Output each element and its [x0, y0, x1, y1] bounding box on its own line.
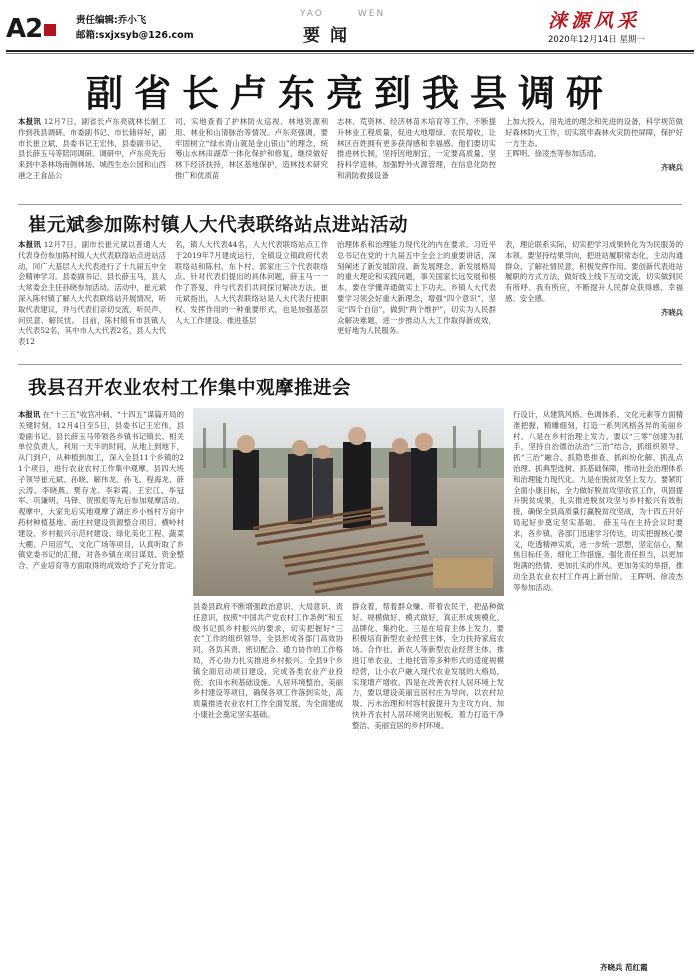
- article2-col1: 本报讯 12月7日，副市长崔元斌以普通人大代表身份参加陈村镇人大代表联络站点进站活动，同广大基层人大代表进行了十九届五中全会精神学习。县委副书记、县长薛玉马，县人大常委会主任孙晓参加活动。活动中，崔元斌深入陈村镇了解人大代表联络站开展情况，听取代表建议，并与代表们亲切交流，听民声、问民意、解民忧。 目前，陈村镇有市县镇人大代表52名，其中市人大代表2名，县人大代表12: [18, 240, 166, 347]
- article1-signature: 齐晓兵: [660, 163, 683, 173]
- page-number-marker: [44, 24, 56, 36]
- article1-col3: 志林、荒资林、经济林苗木培育等工作，不断提升林业工程质量，促进大地增绿、农民增收，让林区百姓拥有更多获得感和幸福感。他们要切实推进林长制，坚持因地制宜，一定要高质量、坚持科学造林，加强野外火源管理，在信息化防控和消防救援设备: [337, 117, 496, 180]
- article2-col4: 表，理论联系实际，切实把学习成果转化为为民服务的本领。要坚持结果导向，把进站履职常态化，主动沟通群众、了解社情民意，积极发挥作用。要创新代表进站履职的方式方法，做好线上线下互动交流，切实做到民有所呼、我有所应，不断提升人民群众获得感、幸福感、安全感。 齐晓兵: [505, 240, 683, 317]
- article-divider-1: [18, 204, 682, 205]
- article1-headline: 副省长卢东亮到我县调研: [86, 72, 614, 115]
- article1-col1: 本报讯 12月7日，副省长卢东亮就林长制工作到我县调研。市委副书记、市长储祥好，副市长崔立斌，县委书记王宏伟，县委副书记、县长薛玉马等陪同调研。调研中，卢东亮先后来到中条林场南侧林场、城西生态公园和山西港之王食品公: [18, 117, 166, 180]
- header-rule-thin: [6, 53, 694, 54]
- editor-line: 责任编辑:乔小飞: [76, 15, 147, 26]
- issue-date: 2020年12月14日 星期一: [548, 35, 645, 45]
- page-number: A2: [6, 14, 56, 44]
- article2-signature: 齐晓兵: [660, 307, 683, 317]
- header-rule: [6, 50, 694, 52]
- news-photo: [193, 408, 504, 596]
- editor-info: [76, 13, 194, 43]
- photo-icon: [193, 408, 504, 596]
- article1-col2: 司，实地查看了护林防火巡视、林地资源利用、林业和山清脉治等情况。卢东亮强调，要牢固树立“绿水青山就是金山银山”的理念，统筹山水林田湖草一体化保护和修复，继续做好林下经济扶持，林区基地保护，造林技术研究推广和优质苗: [175, 117, 328, 180]
- email-line: 邮箱:sxjxsyb@126.com: [76, 30, 194, 41]
- article2-headline: 崔元斌参加陈村镇人大代表联络站点进站活动: [28, 215, 409, 236]
- article3-signature: 齐晓兵 范红霞: [600, 963, 648, 972]
- article2-col3: 治理体系和治理能力现代化的内在要求。习近平总书记在党的十九届五中全会上的重要讲话，深刻阐述了新发展阶段、新发展理念、新发展格局的重大理论和实践问题，事关国家长远发展和根本，要在学懂弄通做实上下功夫。乡镇人大代表要学习领会好重大新理念，增强“四个意识”，坚定“四个自信”，做到“两个维护”，切实为人民群众解决难题，进一步推动人大工作取得新成效，更好地为人民服务。: [337, 240, 496, 336]
- article3-col1: 本报讯 在“十三五”收官冲刺、“十四五”谋篇开局的关键时刻，12月4日至5日，县委书记王宏伟，县委副书记、县长薛玉马带领各乡镇书记镇长、相关单位负责人，利用一天半的时间，从地上到地下，从门到户，从种植到加工，深入全县11个乡镇的21个项目，进行农业农村工作集中观摩。县四大班子领导崔元斌、孙晓、解伟龙、孙飞、程海龙、薛云涛、李晓燕、樊存龙、李彩霞、王宏江、毕冠军、巩谦明、马铎、贺照彪等先后参加观摩活动。观摩中，大家先后实地观摩了湖庄乡小杨村万亩中药材种植基地、南庄村建设资源整合项目、横岭村建设、乡村振兴示范村建设、绿化美化工程、蔬菜大棚、户用沼气、文化广场等项目，认真听取了乡镇党委书记的汇报，对各乡镇在项目谋划、资金整合、产业培育等方面取得的成效给予了充分肯定。: [18, 410, 184, 571]
- article2-col2: 名，镇人大代表44名，人大代表联络站点工作于2019年7月建成运行，全镇设立镇政府代表联络站和陈村、东卜村、郭家庄三个代表联络点。针对代表们提出的具体问题，薛玉马一一作了答复，并与代表们共同探讨解决方法。崔元斌指出，人大代表联络站是人大代表行使职权、发挥作用的一种重要形式，也是加强基层人大工作建设、推进基层: [175, 240, 328, 325]
- article3-col4: 行设计，从建筑风格、色调体系、文化元素等方面精准把握，精雕细刻，打造一系列风格各异的美丽乡村。八是在乡村治理上发力。要以“三零”创建为抓手，坚持自治德治法治“三治”结合，抓组织领导、抓“三治”融合、抓隐患排查、抓纠纷化解、抓乱点治理、抓典型选树、抓基础保障，推动社会治理体系和治理能力现代化。九是在脱贫攻坚上发力。要紧盯全面小康目标，全力做好脱贫攻坚收官工作，巩固提升脱贫成果，扎实推进脱贫攻坚与乡村振兴有效衔接，确保全县高质量打赢脱贫攻坚战，为十四五开好局起好步奠定坚实基础。 薛玉马在主持会议时要求，各乡镇、各部门迅速学习传达，切实把握核心要义，吃透精神实质，进一步统一思想，坚定信心，聚焦目标任务，细化工作措施，强化责任担当，以更加饱满的热情、更加扎实的作风、更加务实的举措，推动全县农业农村工作再上新台阶。 王晖明、徐凌杰等参加活动。: [513, 410, 683, 592]
- article1-col4: 上加大投入，用先进的理念和先进的设备，科学规范做好森林防火工作，切实筑牢森林火灾防控屏障，保护好一方生态。 王晖明、徐凌杰等参加活动。 齐晓兵: [505, 117, 683, 173]
- section-title: 要闻: [303, 26, 357, 46]
- newspaper-logo: 涞源风采: [548, 10, 641, 32]
- article3-col3: 群众着，帮着群众赚、带着农民干，把品种做好、规模做好、模式做好，真正形成规模化、品牌化、集约化。三是在培育主体上发力，要积极培育新型农业经营主体，全力扶持家庭农场、合作社、新农人等新型农业经营主体，推进订单农业、土地托管等多种形式的适度规模经营，让小农户融入现代农业发展的大格局，实现增产增收。四是在改善农村人居环境上发力，要以建设美丽宜居村庄为导向，以农村垃圾、污水治理和村容村貌提升为主攻方向，加快补齐农村人居环境突出短板，着力打造干净整洁、美丽宜居的乡村环境。: [352, 602, 504, 730]
- article-divider-2: [18, 364, 682, 365]
- page-header: [0, 0, 700, 56]
- article3-col2: 县委县政府不断增强政治意识、大局意识、责任意识，按照“中国共产党农村工作条例”和五级书记抓乡村振兴的要求，切实把握好“三农”工作的组织领导。全县形成各部门高效协同、各负其责、密切配合、通力协作的工作格局，齐心协力扎实推进乡村振兴。全县9个乡镇全面启动项目建设，完成各类农业产业投资、农田水利基础设施、人居环境整治、美丽乡村建设等项目，确保各项工作落到实处，高质量推进农业农村工作全面发展，为全面建成小康社会奠定坚实基础。: [193, 602, 343, 719]
- section-en: YAO WEN: [300, 9, 386, 19]
- article3-headline: 我县召开农业农村工作集中观摩推进会: [28, 378, 352, 399]
